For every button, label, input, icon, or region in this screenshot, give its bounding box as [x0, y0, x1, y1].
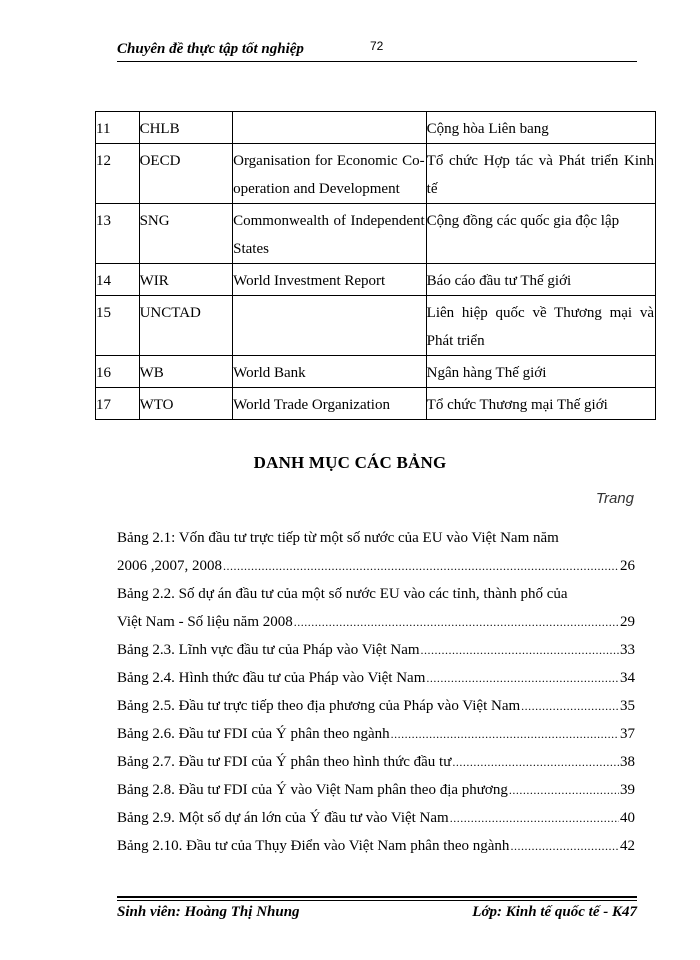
toc-entry-text: Bảng 2.10. Đầu tư của Thụy Điển vào Việt Nam phân theo ngành	[117, 838, 510, 854]
toc-entry	[117, 636, 635, 664]
english-cell: Organisation for Economic Co-operation and Development	[233, 144, 427, 204]
header-divider	[117, 61, 637, 62]
abbreviation-cell: UNCTAD	[139, 296, 233, 356]
footer-divider-thin	[117, 900, 637, 901]
table-row	[96, 204, 656, 264]
toc-entry	[117, 720, 635, 748]
english-cell	[233, 112, 427, 144]
toc-entry-text: 2006 ,2007, 2008	[117, 558, 222, 574]
toc-entry	[117, 832, 635, 860]
page-header	[117, 38, 637, 64]
table-row	[96, 144, 656, 204]
footer-class: Lớp: Kinh tế quốc tế - K47	[472, 904, 637, 920]
table-row	[96, 264, 656, 296]
toc-entry-line	[117, 580, 635, 608]
toc-page-number: 37	[620, 726, 635, 742]
table-of-tables	[117, 524, 635, 860]
row-number: 11	[96, 112, 140, 144]
toc-entry-text: Việt Nam - Số liệu năm 2008	[117, 614, 293, 630]
vietnamese-cell: Cộng hòa Liên bang	[426, 112, 655, 144]
footer-divider	[117, 896, 637, 898]
row-number: 17	[96, 388, 140, 420]
toc-entry-text: Bảng 2.1: Vốn đầu tư trực tiếp từ một số nước của EU vào Việt Nam năm	[117, 530, 559, 546]
toc-dot-leader	[223, 552, 619, 580]
english-cell: World Bank	[233, 356, 427, 388]
abbreviation-cell: SNG	[139, 204, 233, 264]
toc-dot-leader	[452, 748, 619, 776]
english-cell: Commonwealth of Independent States	[233, 204, 427, 264]
toc-entry-text: Bảng 2.2. Số dự án đầu tư của một số nước EU vào các tỉnh, thành phố của	[117, 586, 568, 602]
toc-entry-line	[117, 524, 635, 552]
page-number: 72	[370, 39, 384, 53]
toc-entry	[117, 804, 635, 832]
toc-entry-text: Bảng 2.6. Đầu tư FDI của Ý phân theo ngành	[117, 726, 390, 742]
abbreviation-cell: WB	[139, 356, 233, 388]
vietnamese-cell: Báo cáo đầu tư Thế giới	[426, 264, 655, 296]
toc-dot-leader	[294, 608, 619, 636]
row-number: 16	[96, 356, 140, 388]
toc-entry-text: Bảng 2.3. Lĩnh vực đầu tư của Pháp vào Việt Nam	[117, 642, 420, 658]
toc-dot-leader	[521, 692, 619, 720]
toc-entry	[117, 608, 635, 636]
toc-page-number: 38	[620, 754, 635, 770]
toc-entry	[117, 552, 635, 580]
toc-dot-leader	[426, 664, 619, 692]
toc-entry	[117, 692, 635, 720]
english-cell	[233, 296, 427, 356]
page-column-label: Trang	[595, 490, 634, 507]
toc-page-number: 35	[620, 698, 635, 714]
toc-page-number: 40	[620, 810, 635, 826]
toc-entry	[117, 748, 635, 776]
toc-dot-leader	[510, 832, 619, 860]
toc-dot-leader	[391, 720, 619, 748]
english-cell: World Investment Report	[233, 264, 427, 296]
row-number: 13	[96, 204, 140, 264]
toc-entry-text: Bảng 2.5. Đầu tư trực tiếp theo địa phương của Pháp vào Việt Nam	[117, 698, 521, 714]
toc-entry-text: Bảng 2.7. Đầu tư FDI của Ý phân theo hình thức đầu tư	[117, 754, 452, 770]
abbreviation-cell: CHLB	[139, 112, 233, 144]
toc-page-number: 33	[620, 642, 635, 658]
table-row	[96, 112, 656, 144]
toc-dot-leader	[509, 776, 619, 804]
toc-page-number: 39	[620, 782, 635, 798]
abbreviation-table	[95, 111, 656, 420]
vietnamese-cell: Tổ chức Hợp tác và Phát triển Kinh tế	[426, 144, 655, 204]
toc-dot-leader	[450, 804, 619, 832]
row-number: 14	[96, 264, 140, 296]
table-row	[96, 356, 656, 388]
row-number: 15	[96, 296, 140, 356]
vietnamese-cell: Cộng đồng các quốc gia độc lập	[426, 204, 655, 264]
toc-page-number: 29	[620, 614, 635, 630]
vietnamese-cell: Tổ chức Thương mại Thế giới	[426, 388, 655, 420]
toc-dot-leader	[421, 636, 619, 664]
table-row	[96, 296, 656, 356]
toc-entry-text: Bảng 2.4. Hình thức đầu tư của Pháp vào Việt Nam	[117, 670, 426, 686]
vietnamese-cell: Liên hiệp quốc về Thương mại và Phát triển	[426, 296, 655, 356]
row-number: 12	[96, 144, 140, 204]
footer-student: Sinh viên: Hoàng Thị Nhung	[117, 904, 300, 920]
abbreviation-cell: WTO	[139, 388, 233, 420]
header-title: Chuyên đề thực tập tốt nghiệp	[117, 41, 304, 57]
vietnamese-cell: Ngân hàng Thế giới	[426, 356, 655, 388]
toc-entry-text: Bảng 2.8. Đầu tư FDI của Ý vào Việt Nam phân theo địa phương	[117, 782, 508, 798]
page-footer	[117, 896, 637, 926]
abbreviation-cell: WIR	[139, 264, 233, 296]
table-row	[96, 388, 656, 420]
toc-entry-text: Bảng 2.9. Một số dự án lớn của Ý đầu tư vào Việt Nam	[117, 810, 449, 826]
toc-entry	[117, 664, 635, 692]
section-title: DANH MỤC CÁC BẢNG	[253, 453, 447, 472]
toc-page-number: 26	[620, 558, 635, 574]
english-cell: World Trade Organization	[233, 388, 427, 420]
toc-page-number: 42	[620, 838, 635, 854]
abbreviation-cell: OECD	[139, 144, 233, 204]
toc-entry	[117, 776, 635, 804]
toc-page-number: 34	[620, 670, 635, 686]
